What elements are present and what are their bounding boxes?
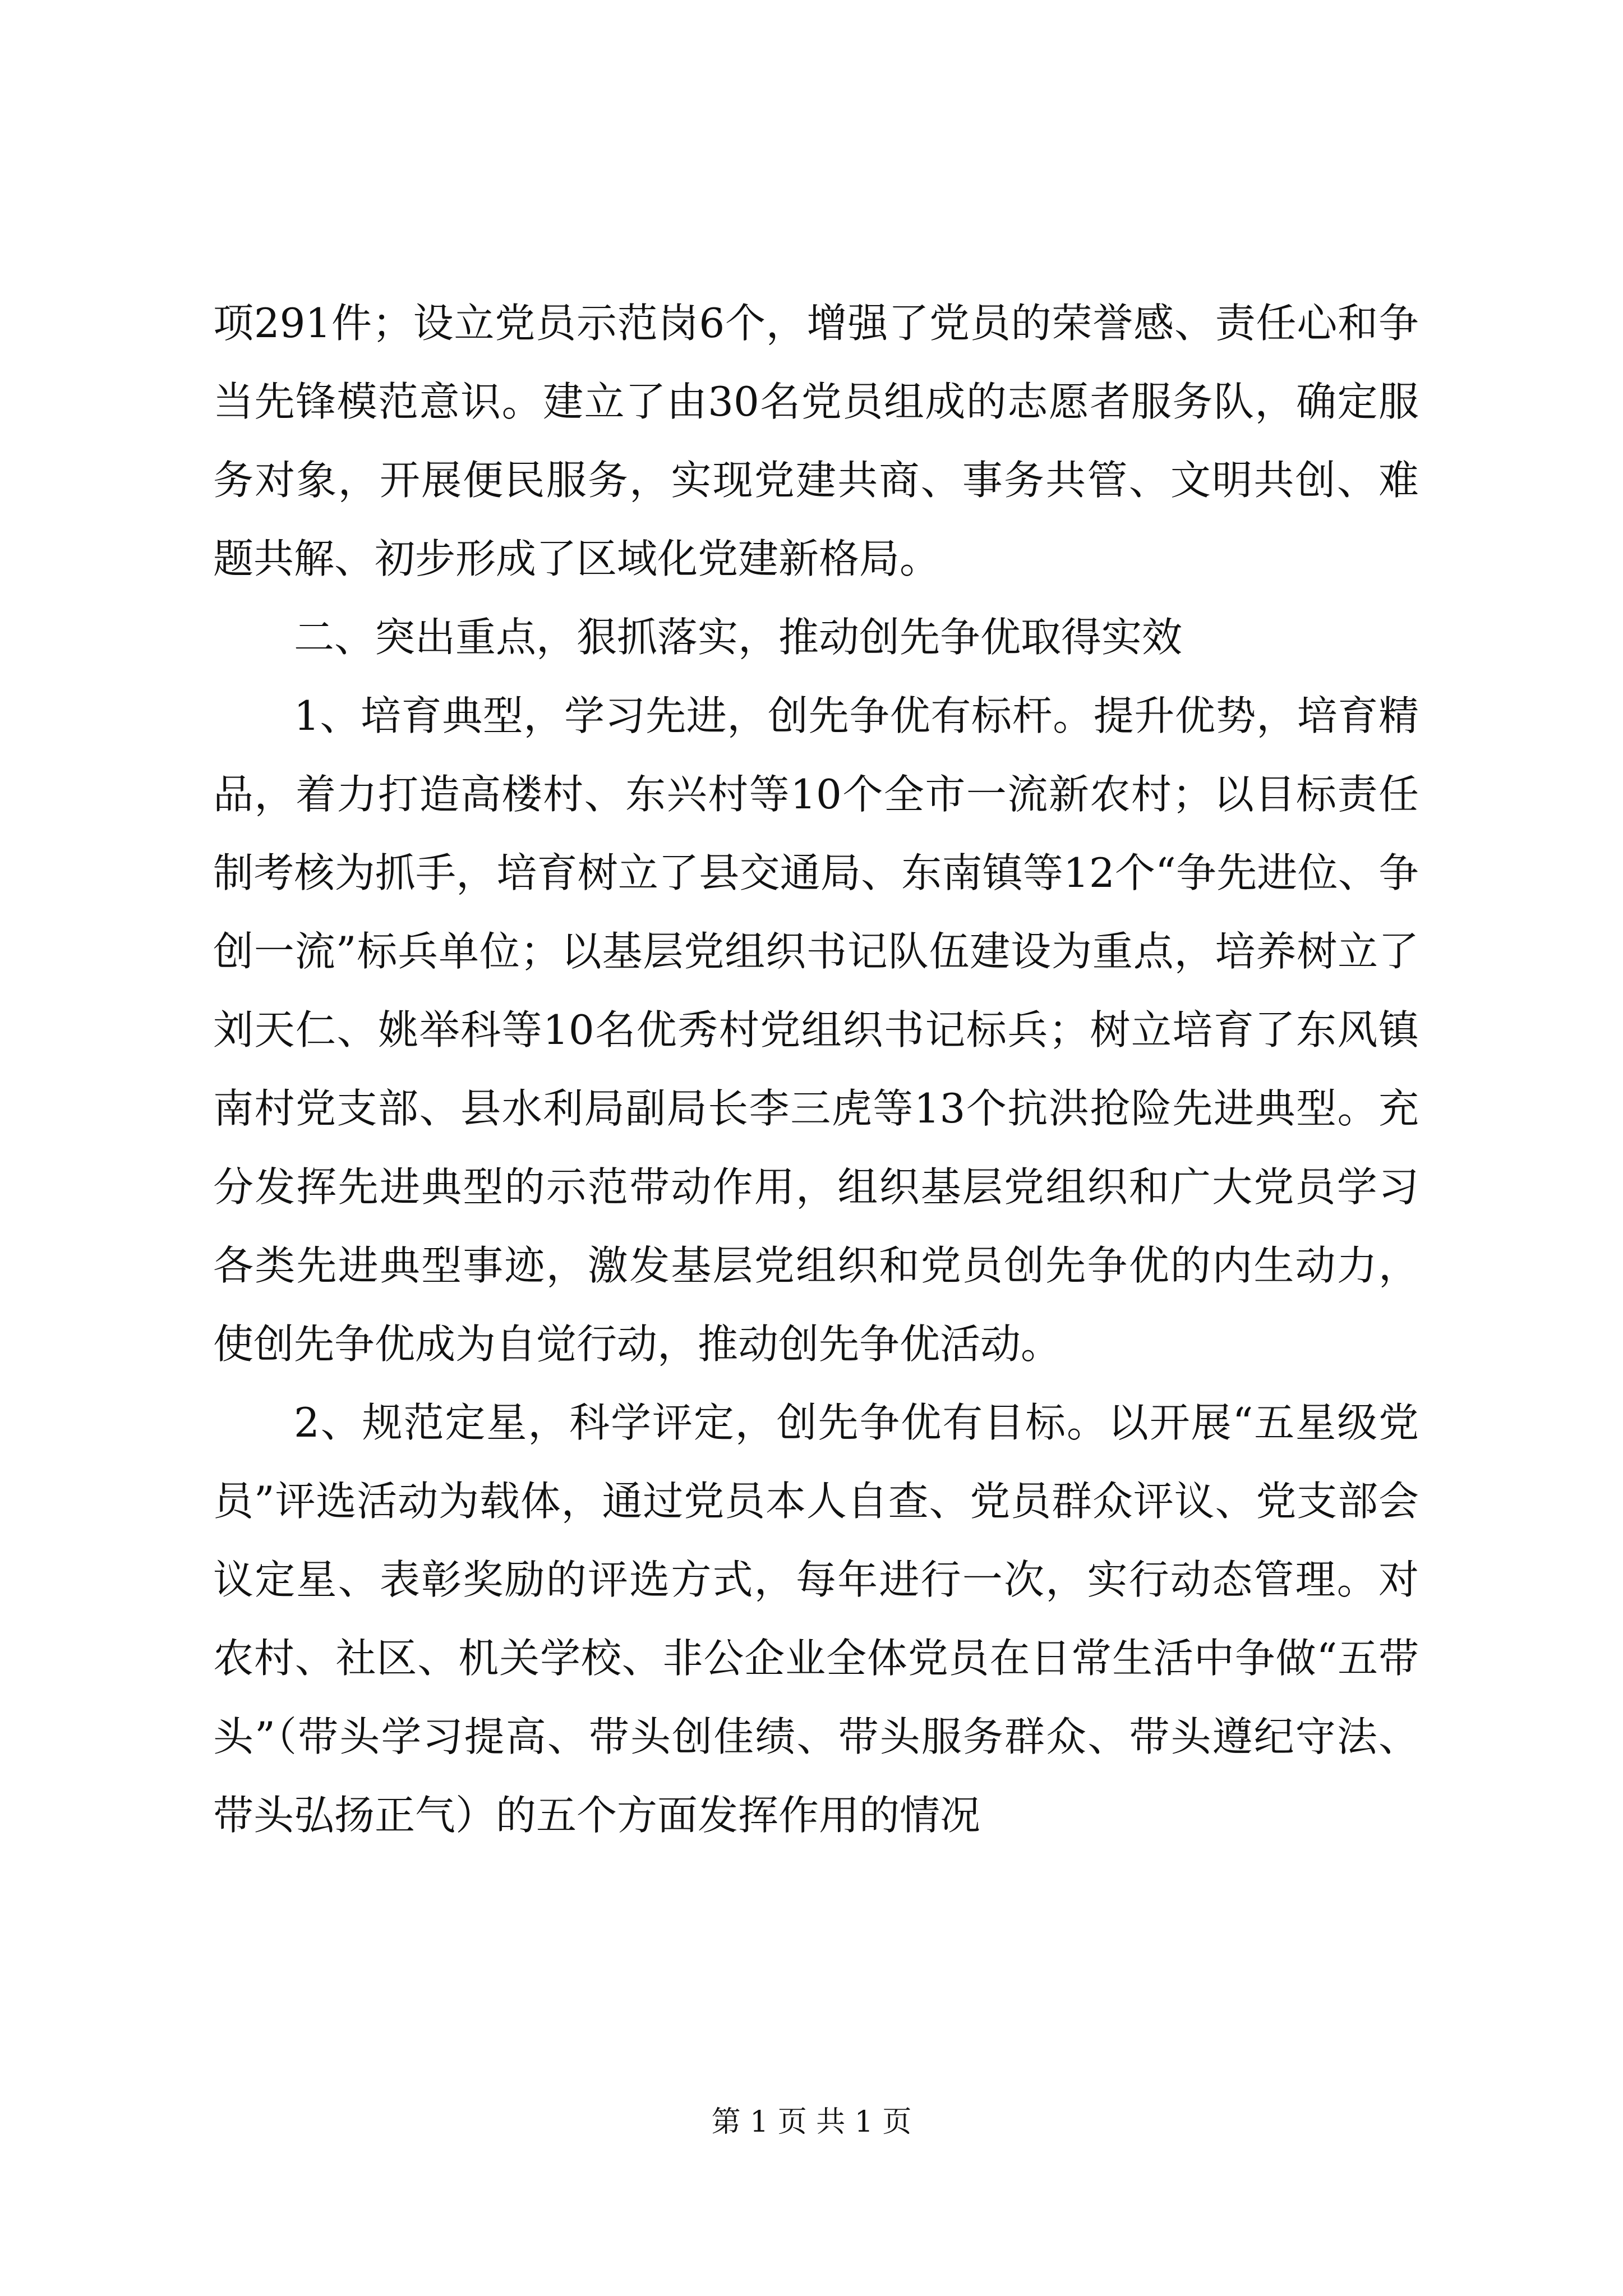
paragraph-item-1: 1、培育典型，学习先进，创先争优有标杆。提升优势，培育精品，着力打造高楼村、东兴村等10个全市一流新农村；以目标责任制考核为抓手，培育树立了县交通局、东南镇等12个“争先进位、争创一流”标兵单位；以基层党组织书记队伍建设为重点，培养树立了刘天仁、姚举科等10名优秀村党组织书记标兵；树立培育了东风镇南村党支部、县水利局副局长李三虎等13个抗洪抢险先进典型。充分发挥先进典型的示范带动作用，组织基层党组织和广大党员学习各类先进典型事迹，激发基层党组织和党员创先争优的内生动力，使创先争优成为自觉行动，推动创先争优活动。 [213,692,1419,1368]
paragraph-item-2: 2、规范定星，科学评定，创先争优有目标。以开展“五星级党员”评选活动为载体，通过党员本人自查、党员群众评议、党支部会议定星、表彰奖励的评选方式，每年进行一次，实行动态管理。对农村、社区、机关学校、非公企业全体党员在日常生活中争做“五带头”（带头学习提高、带头创佳绩、带头服务群众、带头遵纪守法、带头弘扬正气）的五个方面发挥作用的情况 [213,1399,1419,1839]
section-heading: 二、突出重点，狠抓落实，推动创先争优取得实效 [294,614,1183,661]
document-body [213,284,1419,1855]
page-footer: 第 1 页 共 1 页 [711,2105,912,2139]
paragraph-continuation: 项291件；设立党员示范岗6个，增强了党员的荣誉感、责任心和争当先锋模范意识。建立了由30名党员组成的志愿者服务队，确定服务对象，开展便民服务，实现党建共商、事务共管、文明共创、难题共解、初步形成了区域化党建新格局。 [213,300,1419,582]
